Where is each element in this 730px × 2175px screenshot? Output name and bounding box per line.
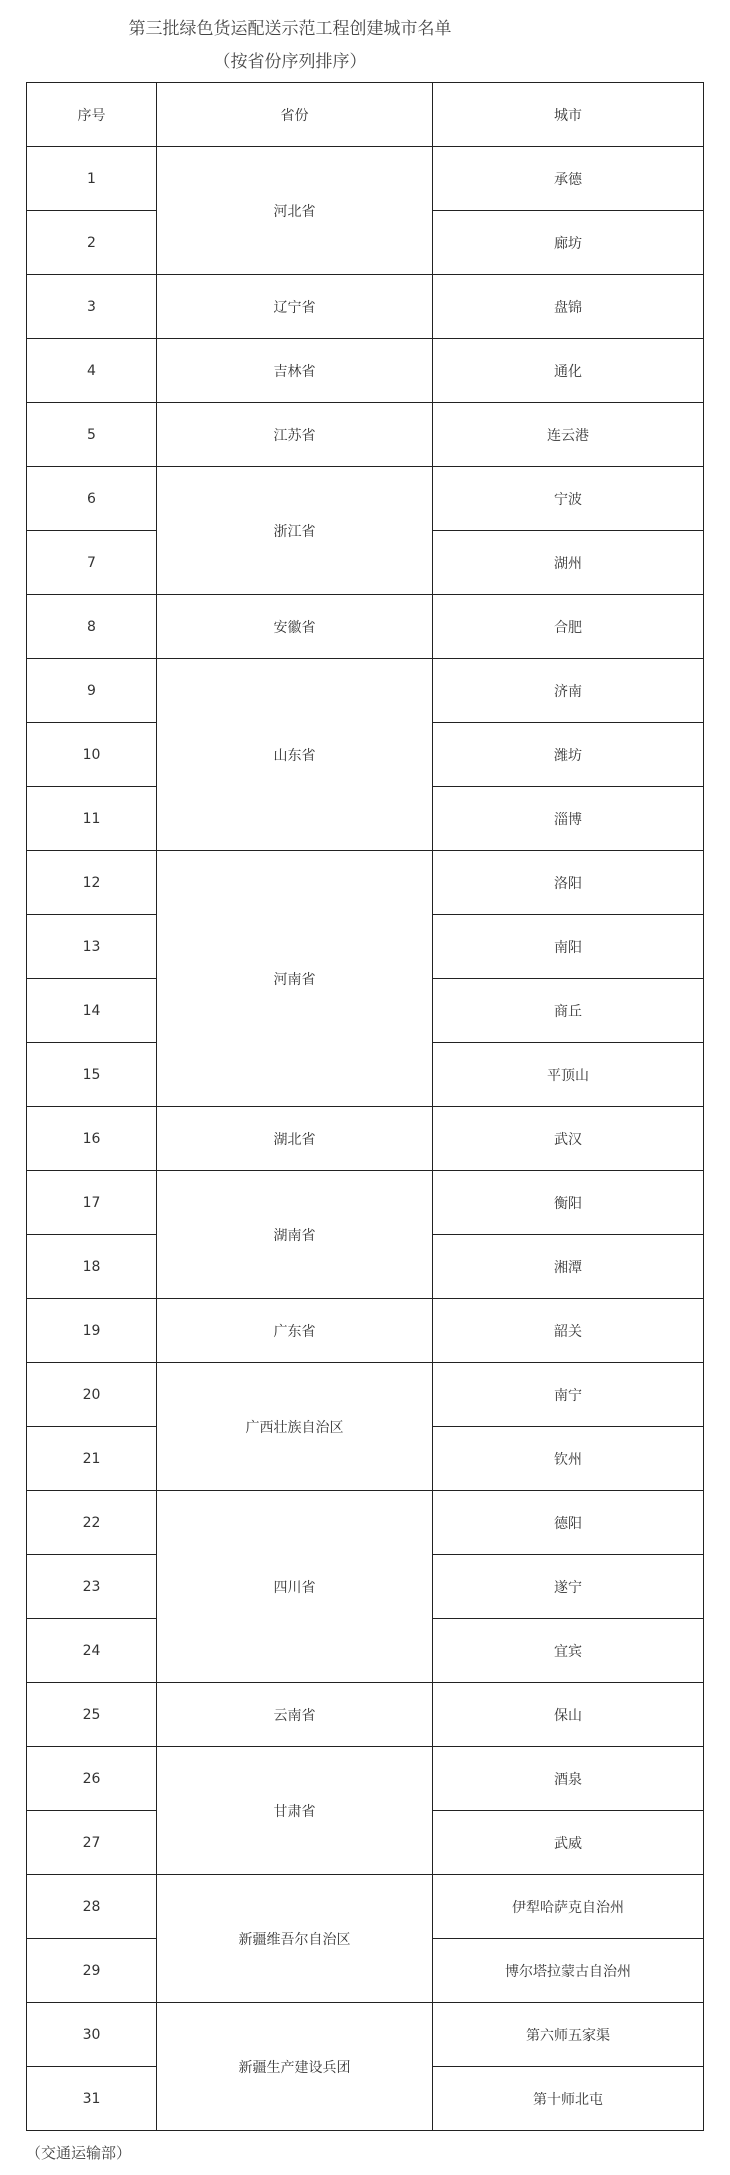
table-row [27, 2003, 704, 2067]
row-number: 25 [27, 1683, 157, 1747]
row-number: 12 [27, 851, 157, 915]
row-number: 24 [27, 1619, 157, 1683]
province-cell: 浙江省 [157, 467, 433, 595]
city-cell: 合肥 [433, 595, 704, 659]
province-cell: 广东省 [157, 1299, 433, 1363]
row-number: 3 [27, 275, 157, 339]
row-number: 10 [27, 723, 157, 787]
row-number: 5 [27, 403, 157, 467]
row-number: 27 [27, 1811, 157, 1875]
city-cell: 南宁 [433, 1363, 704, 1427]
city-cell: 淄博 [433, 787, 704, 851]
province-cell: 山东省 [157, 659, 433, 851]
table-row [27, 659, 704, 723]
row-number: 7 [27, 531, 157, 595]
province-cell: 河北省 [157, 147, 433, 275]
city-cell: 第六师五家渠 [433, 2003, 704, 2067]
city-cell: 武威 [433, 1811, 704, 1875]
city-cell: 武汉 [433, 1107, 704, 1171]
table-row [27, 147, 704, 211]
city-cell: 遂宁 [433, 1555, 704, 1619]
table-row [27, 403, 704, 467]
row-number: 11 [27, 787, 157, 851]
table-row [27, 1363, 704, 1427]
city-cell: 济南 [433, 659, 704, 723]
province-cell: 四川省 [157, 1491, 433, 1683]
province-cell: 广西壮族自治区 [157, 1363, 433, 1491]
province-cell: 辽宁省 [157, 275, 433, 339]
province-cell: 湖南省 [157, 1171, 433, 1299]
province-cell: 云南省 [157, 1683, 433, 1747]
document-subtitle: （按省份序列排序） [213, 52, 367, 72]
row-number: 16 [27, 1107, 157, 1171]
city-cell: 连云港 [433, 403, 704, 467]
city-cell: 博尔塔拉蒙古自治州 [433, 1939, 704, 2003]
city-cell: 洛阳 [433, 851, 704, 915]
city-cell: 商丘 [433, 979, 704, 1043]
row-number: 20 [27, 1363, 157, 1427]
row-number: 9 [27, 659, 157, 723]
city-cell: 平顶山 [433, 1043, 704, 1107]
city-cell: 衡阳 [433, 1171, 704, 1235]
row-number: 14 [27, 979, 157, 1043]
city-cell: 保山 [433, 1683, 704, 1747]
city-cell: 通化 [433, 339, 704, 403]
row-number: 8 [27, 595, 157, 659]
table-row [27, 1875, 704, 1939]
city-cell: 酒泉 [433, 1747, 704, 1811]
table-row [27, 467, 704, 531]
table-header-row [27, 83, 704, 147]
province-cell: 新疆维吾尔自治区 [157, 1875, 433, 2003]
header-city: 城市 [433, 83, 704, 147]
row-number: 17 [27, 1171, 157, 1235]
row-number: 18 [27, 1235, 157, 1299]
table-row [27, 1683, 704, 1747]
province-cell: 安徽省 [157, 595, 433, 659]
city-list-table [26, 82, 704, 2131]
city-cell: 伊犁哈萨克自治州 [433, 1875, 704, 1939]
table-row [27, 339, 704, 403]
row-number: 6 [27, 467, 157, 531]
city-cell: 湘潭 [433, 1235, 704, 1299]
row-number: 26 [27, 1747, 157, 1811]
city-cell: 廊坊 [433, 211, 704, 275]
province-cell: 新疆生产建设兵团 [157, 2003, 433, 2131]
row-number: 21 [27, 1427, 157, 1491]
city-cell: 韶关 [433, 1299, 704, 1363]
table-row [27, 595, 704, 659]
row-number: 15 [27, 1043, 157, 1107]
province-cell: 湖北省 [157, 1107, 433, 1171]
city-cell: 德阳 [433, 1491, 704, 1555]
row-number: 1 [27, 147, 157, 211]
header-number: 序号 [27, 83, 157, 147]
row-number: 31 [27, 2067, 157, 2131]
city-cell: 钦州 [433, 1427, 704, 1491]
table-body [27, 147, 704, 2131]
city-cell: 承德 [433, 147, 704, 211]
table-row [27, 1107, 704, 1171]
row-number: 22 [27, 1491, 157, 1555]
city-cell: 宁波 [433, 467, 704, 531]
row-number: 2 [27, 211, 157, 275]
city-cell: 盘锦 [433, 275, 704, 339]
row-number: 29 [27, 1939, 157, 2003]
province-cell: 江苏省 [157, 403, 433, 467]
row-number: 13 [27, 915, 157, 979]
city-cell: 第十师北屯 [433, 2067, 704, 2131]
province-cell: 吉林省 [157, 339, 433, 403]
row-number: 23 [27, 1555, 157, 1619]
table-row [27, 1747, 704, 1811]
table-row [27, 1299, 704, 1363]
row-number: 19 [27, 1299, 157, 1363]
table-row [27, 1491, 704, 1555]
header-province: 省份 [157, 83, 433, 147]
source-note: （交通运输部） [26, 2144, 132, 2162]
row-number: 30 [27, 2003, 157, 2067]
city-cell: 湖州 [433, 531, 704, 595]
province-cell: 甘肃省 [157, 1747, 433, 1875]
city-cell: 潍坊 [433, 723, 704, 787]
province-cell: 河南省 [157, 851, 433, 1107]
table-row [27, 1171, 704, 1235]
row-number: 4 [27, 339, 157, 403]
row-number: 28 [27, 1875, 157, 1939]
table-row [27, 275, 704, 339]
city-cell: 宜宾 [433, 1619, 704, 1683]
city-cell: 南阳 [433, 915, 704, 979]
table-row [27, 851, 704, 915]
document-title: 第三批绿色货运配送示范工程创建城市名单 [128, 19, 452, 39]
